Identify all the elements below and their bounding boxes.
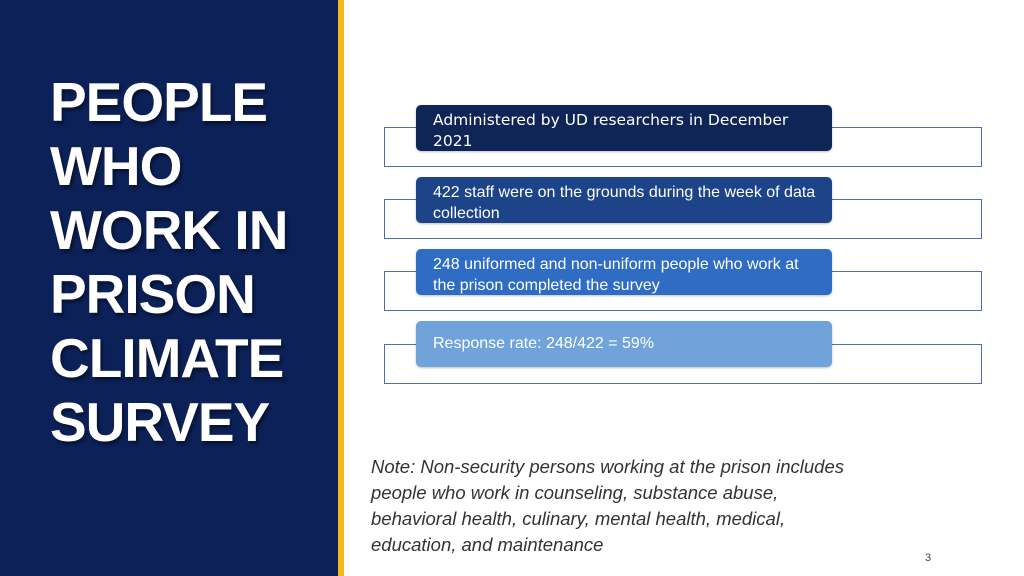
title-line: SURVEY — [50, 391, 270, 453]
footnote: Note: Non-security persons working at the prison includes people who work in counseling, substance abuse, behavioral health, culinary, mental health, medical, education, and maintenance — [371, 456, 845, 555]
step-3-box: 248 uniformed and non-uniform people who work at the prison completed the survey — [416, 249, 832, 295]
slide-title — [50, 70, 330, 454]
title-line: WHO — [50, 135, 182, 197]
title-line: WORK IN — [50, 199, 288, 261]
accent-divider — [338, 0, 344, 576]
step-4-box: Response rate: 248/422 = 59% — [416, 321, 832, 367]
step-1-box: Administered by UD researchers in December 2021 — [416, 105, 832, 151]
page-number: 3 — [925, 552, 932, 564]
title-line: PRISON — [50, 263, 255, 325]
title-line: CLIMATE — [50, 327, 284, 389]
step-2-box: 422 staff were on the grounds during the week of data collection — [416, 177, 832, 223]
title-line: PEOPLE — [50, 71, 268, 133]
